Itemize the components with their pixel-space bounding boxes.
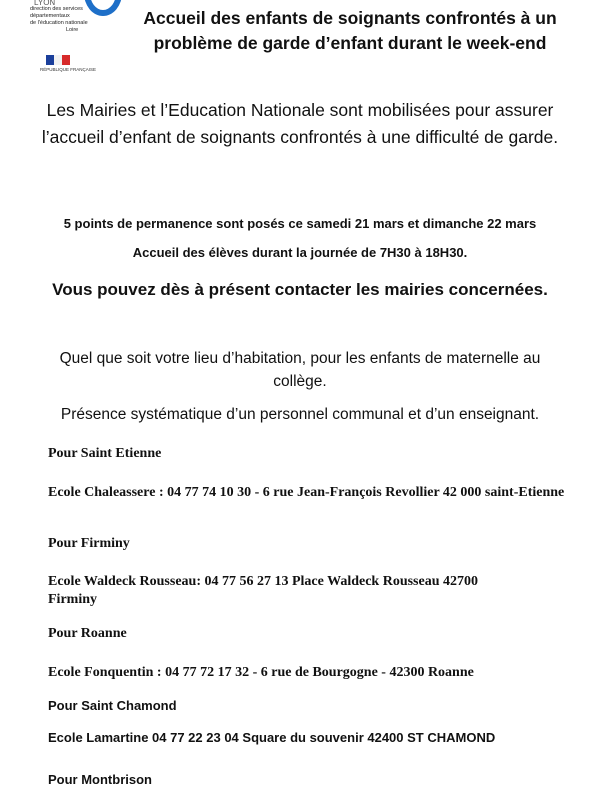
logo-top-text: LYON (34, 0, 56, 7)
logo-republic-text: RÉPUBLIQUE FRANÇAISE (40, 67, 97, 72)
academy-logo (0, 0, 120, 80)
section-heading: Pour Firminy (48, 536, 130, 551)
french-flag-icon (46, 55, 70, 65)
logo-line: départementaux (30, 13, 70, 19)
section-heading: Pour Saint Chamond (48, 698, 177, 713)
school-entry: Ecole Fonquentin : 04 77 72 17 32 - 6 rue de Bourgogne - 42300 Roanne (48, 665, 474, 680)
presence-text: Présence systématique d’un personnel communal et d’un enseignant. (60, 406, 540, 423)
logo-line: direction des services (30, 6, 83, 12)
logo-line: de l'éducation nationale (30, 20, 88, 26)
hours-text: Accueil des élèves durant la journée de 7H30 à 18H30. (132, 245, 468, 260)
page-title: Accueil des enfants de soignants confrontés à un problème de garde d’enfant durant le week-end (143, 8, 557, 53)
school-entry: Ecole Chaleassere : 04 77 74 10 30 - 6 rue Jean-François Revollier 42 000 saint-Etienne (48, 485, 565, 500)
lieu-paragraph: Quel que soit votre lieu d’habitation, pour les enfants de maternelle au collège. (59, 350, 541, 390)
contact-text: Vous pouvez dès à présent contacter les mairies concernées. (52, 280, 548, 299)
school-entry: Ecole Waldeck Rousseau: 04 77 56 27 13 Place Waldeck Rousseau 42700 Firminy (48, 574, 479, 607)
permanence-text: 5 points de permanence sont posés ce samedi 21 mars et dimanche 22 mars (63, 216, 537, 231)
section-heading: Pour Roanne (48, 626, 127, 641)
section-heading: Pour Saint Etienne (48, 446, 162, 461)
intro-paragraph: Les Mairies et l’Education Nationale sont mobilisées pour assurer l’accueil d’enfant de soignants confrontés à une difficulté de garde. (41, 100, 559, 147)
section-heading: Pour Montbrison (48, 772, 152, 787)
logo-line: Loire (66, 27, 79, 33)
school-entry: Ecole Lamartine 04 77 22 23 04 Square du souvenir 42400 ST CHAMOND (48, 730, 496, 745)
